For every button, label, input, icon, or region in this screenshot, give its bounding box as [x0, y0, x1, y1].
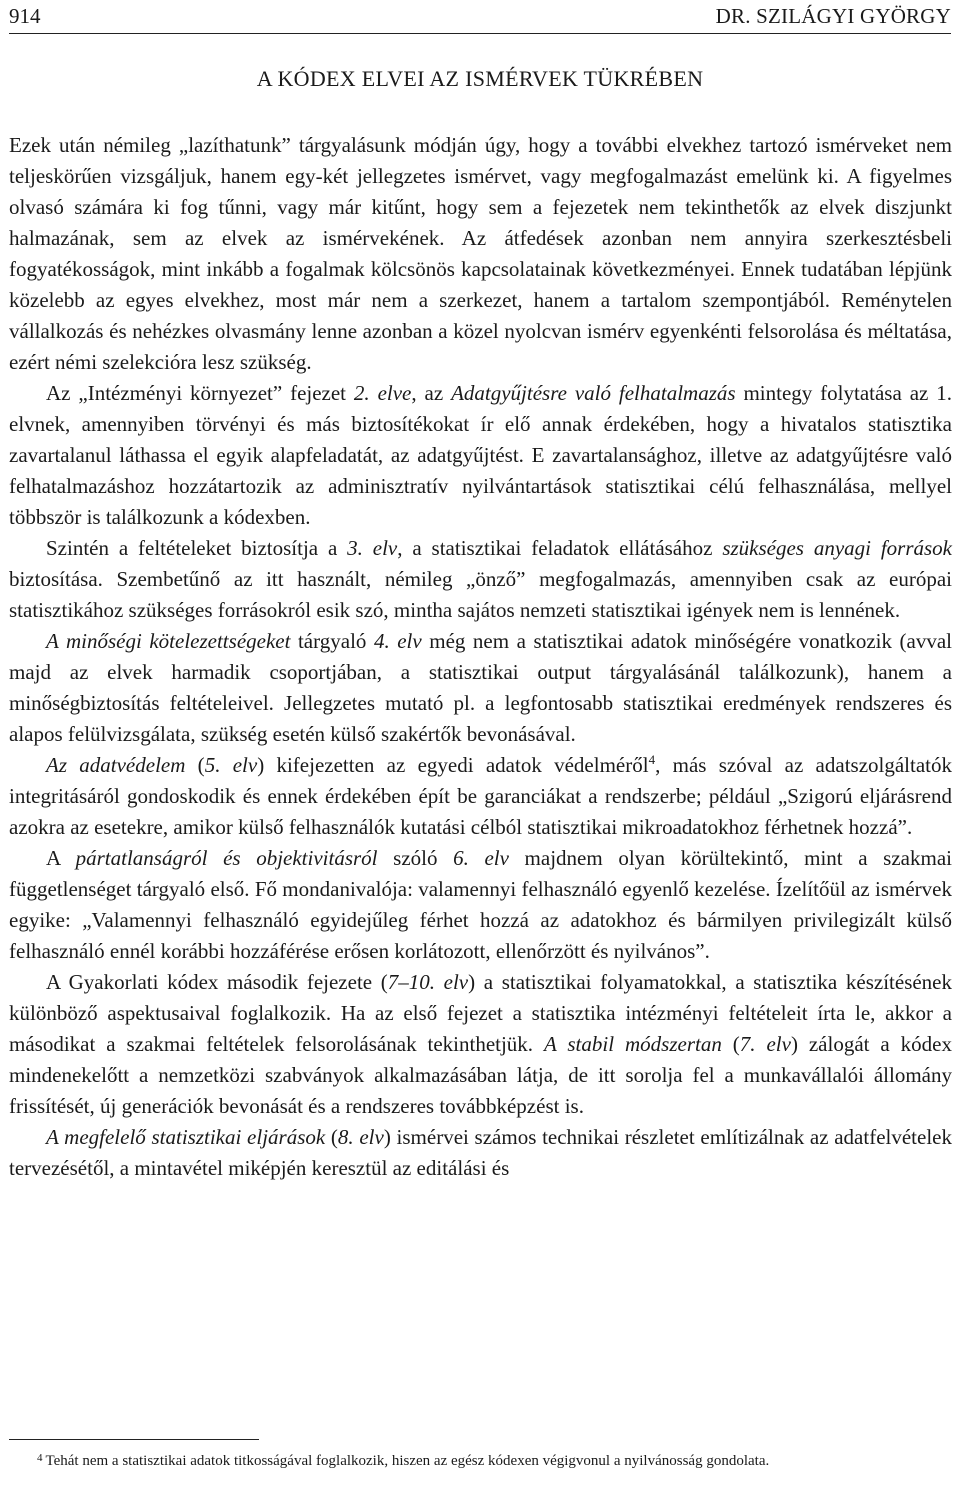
- footnote-marker: 4: [648, 752, 656, 767]
- page-number: 914: [9, 4, 41, 28]
- principle-title: A stabil módszertan: [544, 1032, 722, 1056]
- footnote: [9, 1447, 952, 1473]
- body-text: [9, 130, 952, 1184]
- principle-ref: 7. elv: [739, 1032, 791, 1056]
- principle-ref: 4. elv: [373, 629, 422, 653]
- paragraph-2: Az „Intézményi környezet” fejezet 2. elve, az Adatgyűjtésre való felhatalmazás mintegy folytatása az 1. elvnek, amennyiben törvényi és más biztosítékokat ír elő annak érdekében, hogy a hivatalos statisztika zavartalanul láthassa el egyik alapfeladatát, az adatgyűjtést. E zavartalansághoz, illetve az adatgyűjtésre való felhatalmazáshoz hozzátartozik az adminisztratív nyilvántartások statisztikai célú felhasználása, mellyel többször is találkozunk a kódexben.: [9, 381, 952, 529]
- principle-title: pártatlanságról és objektivitásról: [75, 846, 378, 870]
- footnote-divider: [9, 1439, 259, 1440]
- paragraph-7: A Gyakorlati kódex második fejezete (7–10. elv) a statisztikai folyamatokkal, a statisztika készítésének különböző aspektusaival foglalkozik. Ha az első fejezet a statisztika intézményi feltételeit írta le, akkor a másodikat a szakmai feltételek felsorolásának tekinthetjük. A stabil módszertan (7. elv) zálogát a kódex mindenekelőtt a nemzetközi szabványok alkalmazásában látja, de itt sorolja fel a munkavállalói állomány frissítését, új generációk bevonását és a rendszeres továbbképzést is.: [9, 970, 953, 1118]
- principle-title: szükséges anyagi források: [722, 536, 952, 560]
- section-title: A KÓDEX ELVEI AZ ISMÉRVEK TÜKRÉBEN: [256, 66, 704, 91]
- paragraph-8: A megfelelő statisztikai eljárások (8. elv) ismérvei számos technikai részletet említizálnak az adatfelvételek tervezésétől, a mintavétel miképjén keresztül az editálási és: [9, 1125, 952, 1180]
- principle-title: Adatgyűjtésre való felhatalmazás: [451, 381, 736, 405]
- footnote-number: 4: [37, 1452, 43, 1464]
- page-header: [9, 0, 951, 34]
- footnote-text: Tehát nem a statisztikai adatok titkosságával foglalkozik, hiszen az egész kódexen végigvonul a nyilvánosság gondolata.: [45, 1453, 770, 1469]
- principle-ref: 6. elv: [453, 846, 509, 870]
- paragraph-1: Ezek után némileg „lazíthatunk” tárgyalásunk módján úgy, hogy a további elvekhez tartozó ismérveket nem teljeskörűen vizsgáljuk, hanem egy-két jellegzetes ismérvet, vagy megfogalmazást emelünk ki. A figyelmes olvasó számára ki fog tűnni, vagy már kitűnt, hogy sem a fejezetek nem tekinthetők az elvek diszjunkt halmazának, sem az elvek az ismérvekének. Az átfedések azonban nem annyira szerkesztésbeli fogyatékosságok, mint inkább a fogalmak kölcsönös kapcsolatainak következményei. Ennek tudatában lépjünk közelebb az egyes elvekhez, most már nem a szerkezet, hanem a tartalom szempontjából. Reménytelen vállalkozás és nehézkes olvasmány lenne azonban a közel nyolcvan ismérv egyenkénti felsorolása és méltatása, ezért némi szelekcióra lesz szükség.: [9, 133, 952, 374]
- principle-ref: 5. elv: [204, 753, 258, 777]
- principle-ref: 8. elv: [337, 1125, 384, 1149]
- paragraph-3: Szintén a feltételeket biztosítja a 3. elv, a statisztikai feladatok ellátásához szükséges anyagi források biztosítása. Szembetűnő az itt használt, némileg „önző” megfogalmazás, amennyiben csak az európai statisztikához szükséges forrásokról esik szó, mintha sajátos nemzeti statisztikai igények nem is lennének.: [9, 536, 952, 622]
- principle-ref: 3. elv: [347, 536, 398, 560]
- principle-ref: 2. elve: [353, 381, 412, 405]
- paragraph-4: A minőségi kötelezettségeket tárgyaló 4. elv még nem a statisztikai adatok minőségére vonatkozik (avval majd az elvek harmadik csoportjában, a statisztikai output tárgyalásánál találkozunk), hanem a minőségbiztosítás feltételeivel. Jellegzetes mutató pl. a legfontosabb statisztikai eredmények rendszeres és alapos felülvizsgálata, szükség esetén külső szakértők bevonásával.: [9, 629, 952, 746]
- principle-title: A megfelelő statisztikai eljárások: [46, 1125, 326, 1149]
- paragraph-6: A pártatlanságról és objektivitásról szóló 6. elv majdnem olyan körültekintő, mint a szakmai függetlenséget tárgyaló első. Fő mondanivalója: valamennyi felhasználó egyenlő kezelése. Ízelítőül az ismérvek egyike: „Valamennyi felhasználó egyidejűleg férhet hozzá az adatokhoz és bármilyen privilegizált külső felhasználó ennél korábbi hozzáférése erősen korlátozott, ellenőrzött és nyilvános”.: [9, 846, 952, 963]
- paragraph-5: Az adatvédelem (5. elv) kifejezetten az egyedi adatok védelméről$^4$, más szóval az adatszolgáltatók integritásáról gondoskodik és ennek érdekében épít be garanciákat a rendszerbe; például „Szigorú eljárásrend azokra az esetekre, amikor külső felhasználók kutatási célból statisztikai mikroadatokhoz férhetnek hozzá”.: [9, 752, 953, 839]
- principle-title: Az adatvédelem: [46, 753, 186, 777]
- running-title: DR. SZILÁGYI GYÖRGY: [715, 4, 951, 28]
- principle-ref: 7–10. elv: [387, 970, 469, 994]
- principle-title: A minőségi kötelezettségeket: [46, 629, 291, 653]
